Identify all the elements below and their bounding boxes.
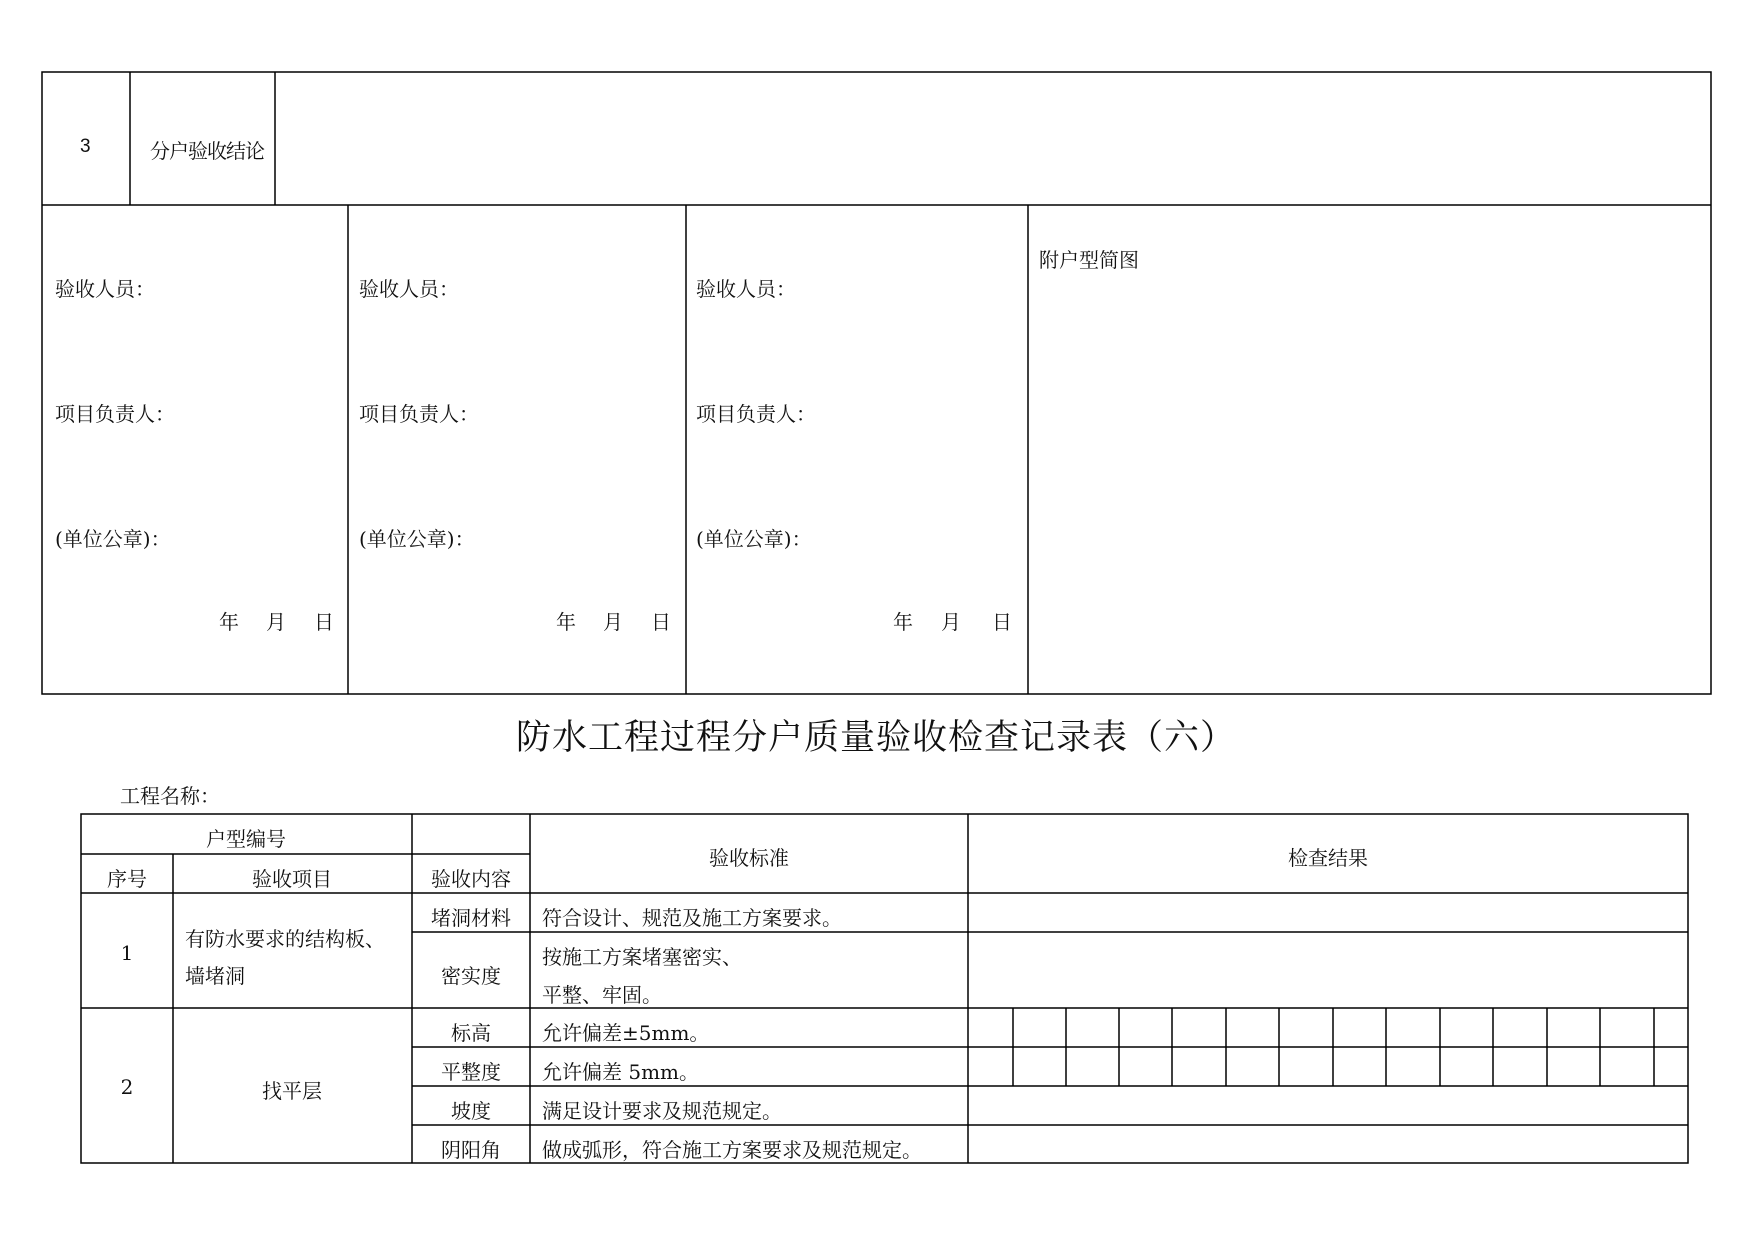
- seal-label: (单位公章)：: [359, 527, 475, 551]
- inspector-label: 验收人员：: [696, 277, 796, 301]
- page-title: 防水工程过程分户质量验收检查记录表（六）: [515, 718, 1237, 758]
- header-standard: 验收标准: [709, 846, 789, 870]
- manager-label: 项目负责人：: [359, 402, 479, 426]
- date-day: 日: [651, 610, 671, 634]
- seal-label: (单位公章)：: [696, 527, 812, 551]
- header-unit-type-no: 户型编号: [206, 827, 286, 851]
- row-standard: 符合设计、规范及施工方案要求。: [542, 906, 842, 930]
- inspector-label: 验收人员：: [55, 277, 155, 301]
- date-month: 月: [603, 610, 623, 634]
- date-year: 年: [219, 610, 239, 634]
- header-result: 检查结果: [1288, 846, 1368, 870]
- manager-label: 项目负责人：: [55, 402, 175, 426]
- row-content: 阴阳角: [441, 1138, 501, 1162]
- row-standard: 满足设计要求及规范规定。: [542, 1099, 782, 1123]
- row-standard: 按施工方案堵塞密实、: [542, 945, 742, 969]
- date-day: 日: [992, 610, 1012, 634]
- row-index: 3: [80, 136, 91, 157]
- row-standard: 允许偏差±5mm。: [542, 1021, 710, 1045]
- floor-plan-label: 附户型简图: [1039, 248, 1139, 272]
- date-month: 月: [266, 610, 286, 634]
- row-content: 平整度: [441, 1060, 501, 1084]
- date-year: 年: [556, 610, 576, 634]
- row-label-conclusion: 分户验收结论: [150, 139, 264, 163]
- header-content: 验收内容: [431, 867, 511, 891]
- row-content: 堵洞材料: [431, 906, 511, 930]
- group-seq: 1: [120, 941, 134, 965]
- header-item: 验收项目: [252, 867, 332, 891]
- row-standard: 允许偏差 5mm。: [542, 1060, 700, 1084]
- top-table-border: [42, 72, 1711, 694]
- date-month: 月: [941, 610, 961, 634]
- group-item-line: 墙堵洞: [185, 964, 245, 988]
- row-standard: 做成弧形，符合施工方案要求及规范规定。: [542, 1138, 922, 1162]
- group-item-line: 有防水要求的结构板、: [185, 927, 385, 951]
- group-seq: 2: [120, 1075, 134, 1099]
- seal-label: (单位公章)：: [55, 527, 171, 551]
- row-standard: 平整、牢固。: [542, 983, 662, 1007]
- row-content: 坡度: [451, 1099, 491, 1123]
- group-item-line: 找平层: [262, 1079, 322, 1103]
- inspector-label: 验收人员：: [359, 277, 459, 301]
- row-content: 密实度: [441, 964, 501, 988]
- header-seq: 序号: [107, 867, 147, 891]
- row-content: 标高: [451, 1021, 491, 1045]
- date-year: 年: [893, 610, 913, 634]
- project-name-label: 工程名称：: [120, 784, 220, 808]
- manager-label: 项目负责人：: [696, 402, 816, 426]
- date-day: 日: [314, 610, 334, 634]
